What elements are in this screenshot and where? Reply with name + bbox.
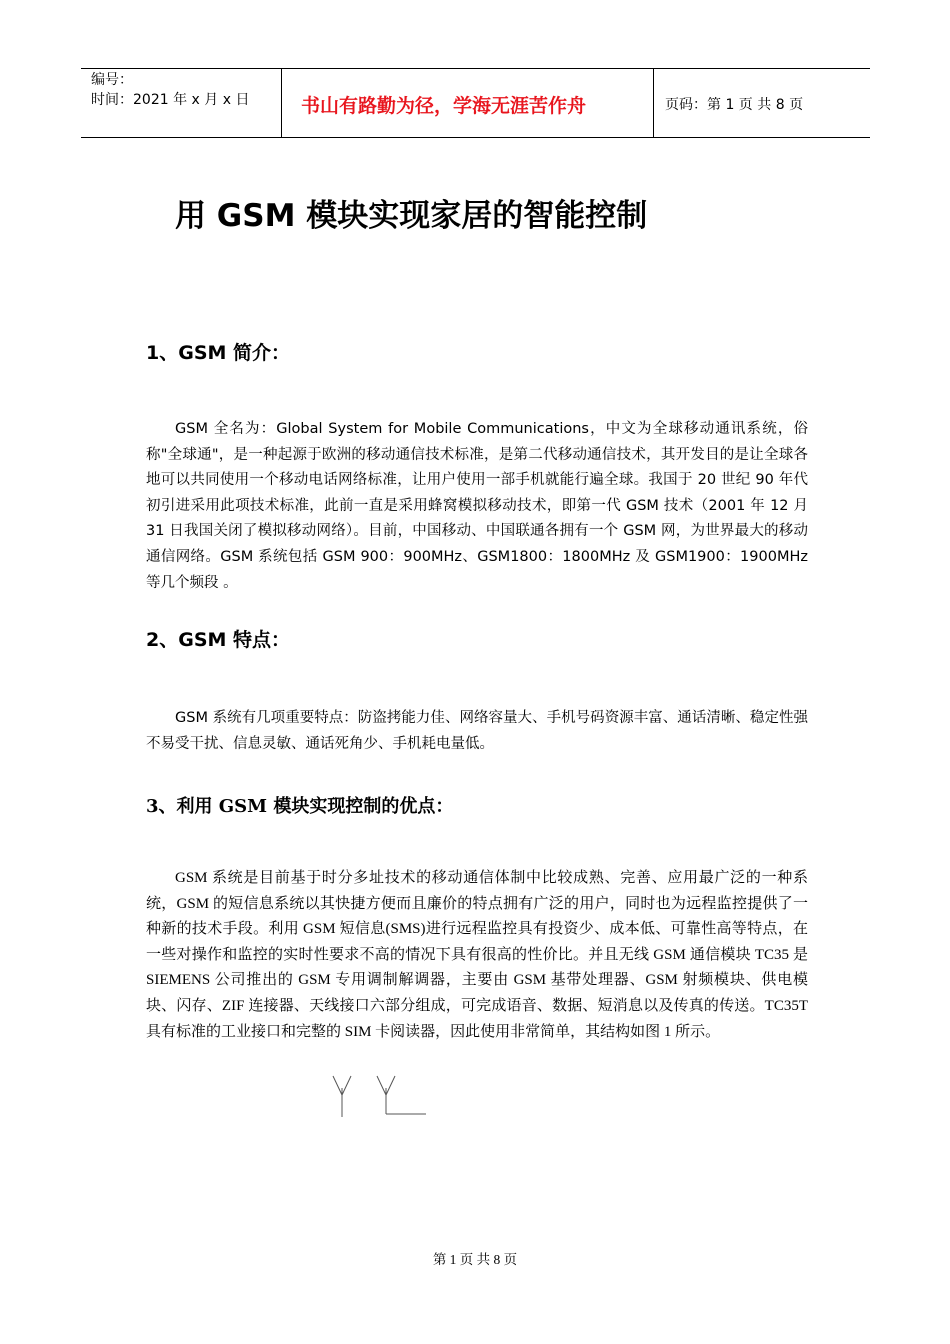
header-page-cell (653, 69, 870, 137)
doc-time-label: 时间：2021 年 x 月 x 日 (91, 92, 250, 108)
header-table (81, 68, 870, 138)
section-heading-2: 2、GSM 特点： (146, 629, 291, 651)
header-page-info: 页码：第 1 页 共 8 页 (665, 97, 804, 113)
antenna-icon (333, 1076, 351, 1117)
doc-number-label: 编号： (91, 72, 133, 88)
section-body-3: GSM 系统是目前基于时分多址技术的移动通信体制中比较成熟、完善、应用最广泛的一种系统，GSM 的短信息系统以其快捷方便而且廉价的特点拥有广泛的用户，同时也为远程监控提供了一种新的技术手段。利用 GSM 短信息(SMS)进行远程监控具有投资少、成本低、可靠性高等特点，在一些对操作和监控的实时性要求不高的情况下具有很高的性价比。并且无线 GSM 通信模块 TC35 是 SIEMENS 公司推出的 GSM 专用调制解调器，主要由 GSM 基带处理器、GSM 射频模块、供电模块、闪存、ZIF 连接器、天线接口六部分组成，可完成语音、数据、短消息以及传真的传送。TC35T 具有标准的工业接口和完整的 SIM 卡阅读器，因此使用非常简单，其结构如图 1 所示。 (146, 870, 808, 1040)
section-heading-1: 1、GSM 简介： (146, 342, 291, 364)
section-body-1: GSM 全名为：Global System for Mobile Communications，中文为全球移动通讯系统，俗称"全球通"，是一种起源于欧洲的移动通信技术标准，是第二代移动通信技术，其开发目的是让全球各地可以共同使用一个移动电话网络标准，让用户使用一部手机就能行遍全球。我国于 20 世纪 90 年代初引进采用此项技术标准，此前一直是采用蜂窝模拟移动技术，即第一代 GSM 技术（2001 年 12 月 31 日我国关闭了模拟移动网络）。目前，中国移动、中国联通各拥有一个 GSM 网，为世界最大的移动通信网络。GSM 系统包括 GSM 900：900MHz、GSM1800：1800MHz 及 GSM1900：1900MHz 等几个频段 。 (146, 421, 808, 591)
section-body-2: GSM 系统有几项重要特点：防盗拷能力佳、网络容量大、手机号码资源丰富、通话清晰、稳定性强不易受干扰、信息灵敏、通话死角少、手机耗电量低。 (146, 710, 808, 752)
page-footer: 第 1 页 共 8 页 (432, 1252, 518, 1267)
document-title: 用 GSM 模块实现家居的智能控制 (175, 198, 648, 234)
antenna-figure-fragment (325, 1070, 435, 1120)
antenna-icon (377, 1076, 426, 1114)
header-meta-cell (81, 69, 282, 137)
header-motto-cell (281, 69, 654, 137)
section-heading-3: 3、利用 GSM 模块实现控制的优点： (146, 796, 454, 817)
header-motto: 书山有路勤为径，学海无涯苦作舟 (301, 95, 587, 117)
